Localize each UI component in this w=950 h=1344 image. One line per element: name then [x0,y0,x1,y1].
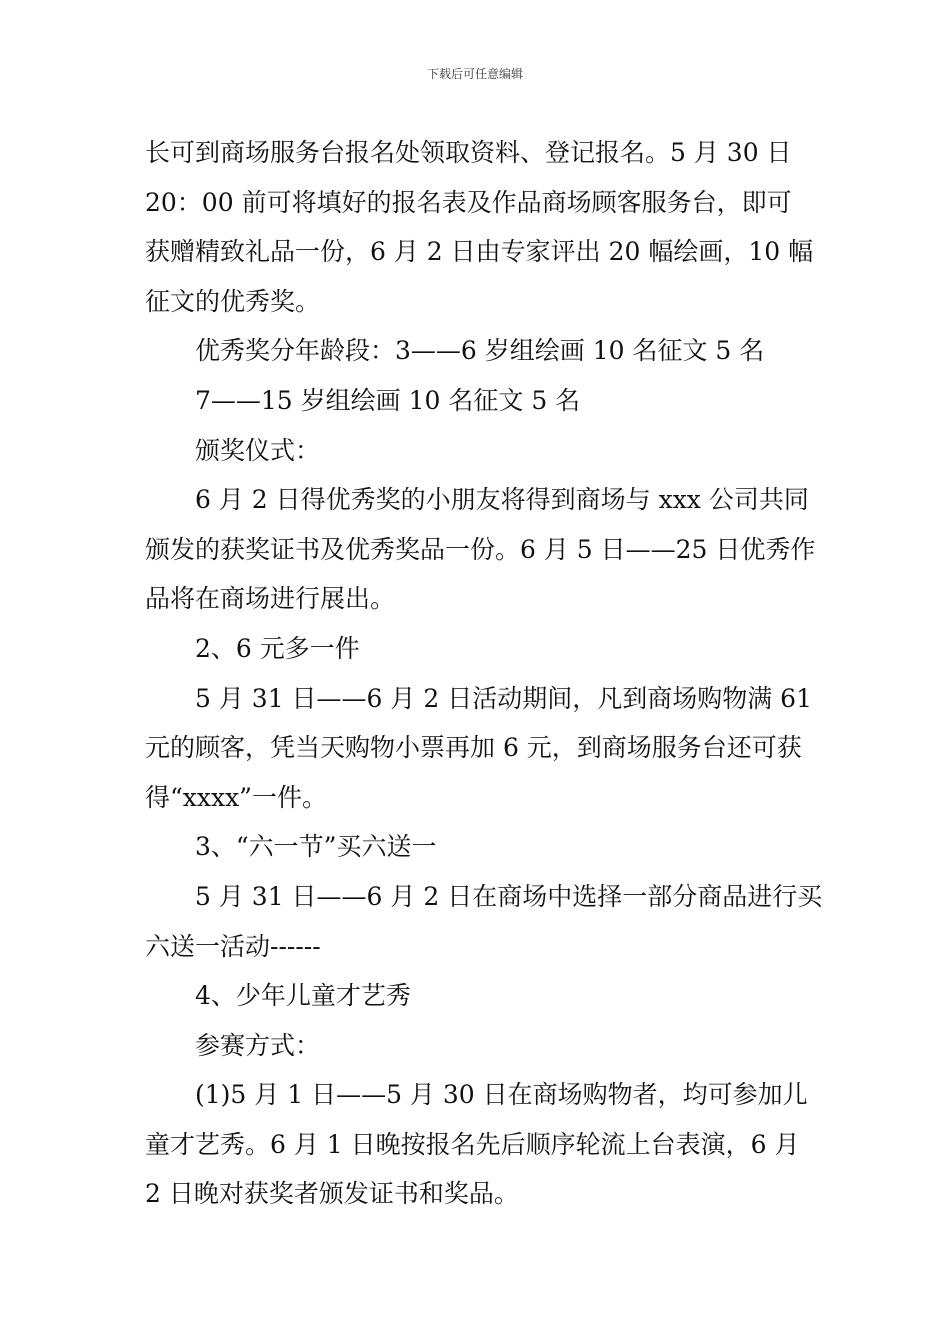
body-line: 得“xxxx”一件。 [145,782,327,812]
page-header-note: 下载后可任意编辑 [426,67,523,81]
body-line: 长可到商场服务台报名处领取资料、登记报名。5 月 30 日 [145,138,792,167]
body-line: 征文的优秀奖。 [145,286,321,316]
body-line: 获赠精致礼品一份，6 月 2 日由专家评出 20 幅绘画，10 幅 [145,237,814,267]
document-body [145,128,823,1219]
body-line: 童才艺秀。6 月 1 日晚按报名先后顺序轮流上台表演，6 月 [145,1129,800,1159]
body-line: 6 月 2 日得优秀奖的小朋友将得到商场与 xxx 公司共同 [195,485,809,515]
section-label: 参赛方式： [195,1030,321,1060]
body-line: 优秀奖分年龄段：3——6 岁组绘画 10 名征文 5 名 [195,336,765,366]
body-line: 品将在商场进行展出。 [145,584,396,614]
section-label: 颁奖仪式： [195,435,321,465]
body-line: 5 月 31 日——6 月 2 日在商场中选择一部分商品进行买 [195,881,823,911]
body-line: 元的顾客，凭当天购物小票再加 6 元，到商场服务台还可获 [145,733,802,763]
section-heading: 3、“六一节”买六送一 [195,832,437,862]
body-line: 六送一活动------ [145,931,321,961]
body-line: 2 日晚对获奖者颁发证书和奖品。 [145,1179,519,1209]
section-heading: 4、少年儿童才艺秀 [195,981,411,1011]
body-line: 7——15 岁组绘画 10 名征文 5 名 [195,385,581,415]
body-line: 20：00 前可将填好的报名表及作品商场顾客服务台，即可 [145,187,792,217]
body-line: (1)5 月 1 日——5 月 30 日在商场购物者，均可参加儿 [195,1080,808,1110]
body-line: 5 月 31 日——6 月 2 日活动期间，凡到商场购物满 61 [195,683,812,713]
body-line: 颁发的获奖证书及优秀奖品一份。6 月 5 日——25 日优秀作 [145,534,816,564]
section-heading: 2、6 元多一件 [195,633,360,663]
